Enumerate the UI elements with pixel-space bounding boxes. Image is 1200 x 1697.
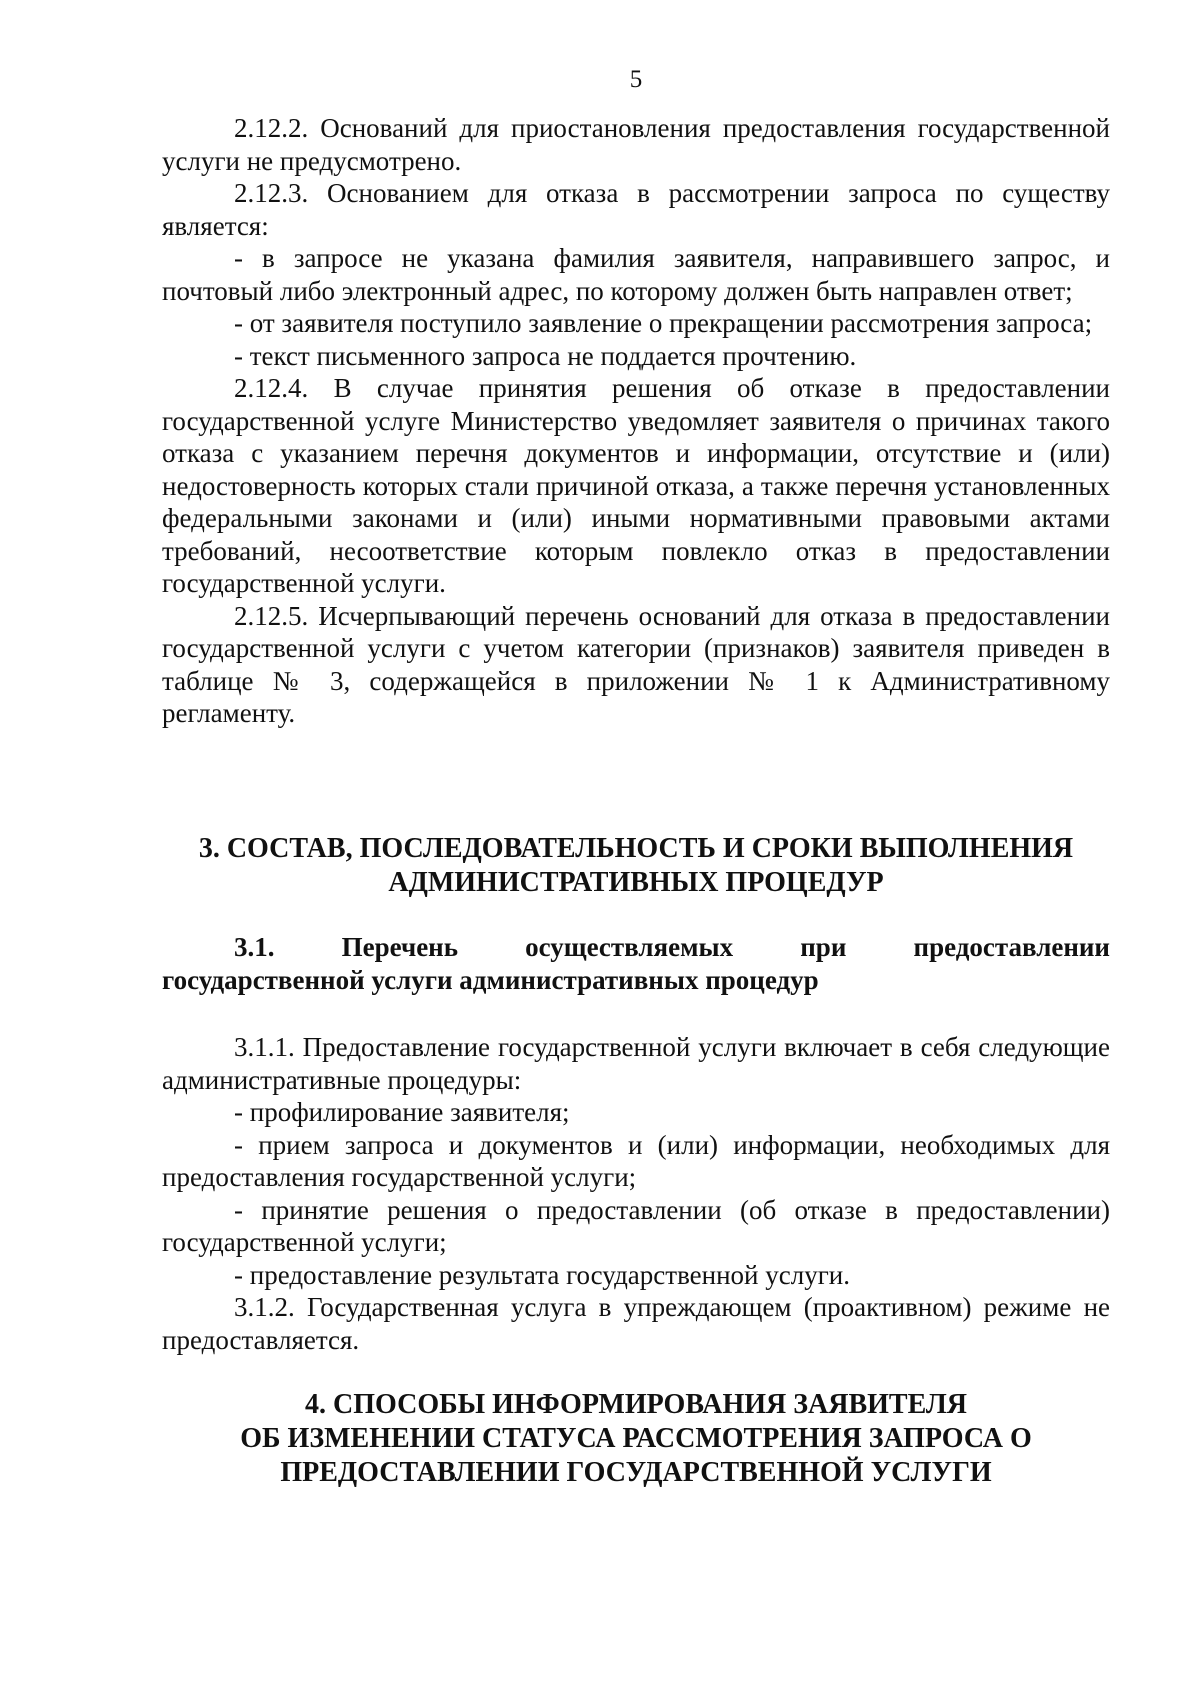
list-item-reception: - прием запроса и документов и (или) информации, необходимых для предоставления государственной услуги;: [162, 1129, 1110, 1192]
list-item-unreadable: - текст письменного запроса не поддается прочтению.: [234, 340, 857, 371]
list-item-profiling: - профилирование заявителя;: [234, 1097, 570, 1127]
section-4-heading-line-1: 4. СПОСОБЫ ИНФОРМИРОВАНИЯ ЗАЯВИТЕЛЯ: [304, 1389, 967, 1420]
section-3-1-body: [162, 1031, 1110, 1356]
section-3-heading: [162, 832, 1110, 900]
page-number: 5: [629, 66, 643, 93]
list-item-no-surname: - в запросе не указана фамилия заявителя, направившего запрос, и почтовый либо электронный адрес, по которому должен быть направлен ответ;: [162, 243, 1110, 306]
section-3-heading-line-1: 3. СОСТАВ, ПОСЛЕДОВАТЕЛЬНОСТЬ И СРОКИ ВЫПОЛНЕНИЯ: [198, 833, 1074, 864]
section-2-12-body: [162, 112, 1110, 730]
section-3-heading-line-2: АДМИНИСТРАТИВНЫХ ПРОЦЕДУР: [388, 867, 884, 898]
paragraph-3-1-1: 3.1.1. Предоставление государственной услуги включает в себя следующие административные процедуры:: [162, 1032, 1110, 1095]
subsection-3-1-heading: [162, 931, 1110, 996]
list-item-decision: - принятие решения о предоставлении (об отказе в предоставлении) государственной услуги;: [162, 1194, 1110, 1257]
subsection-3-1-heading-line-1: 3.1. Перечень осуществляемых при предоставлении: [234, 932, 1110, 962]
paragraph-2-12-2: 2.12.2. Оснований для приостановления предоставления государственной услуги не предусмотрено.: [162, 113, 1110, 176]
list-item-result: - предоставление результата государственной услуги.: [234, 1259, 850, 1290]
list-item-withdrawal: - от заявителя поступило заявление о прекращении рассмотрения запроса;: [234, 308, 1093, 338]
paragraph-3-1-2: 3.1.2. Государственная услуга в упреждающем (проактивном) режиме не предоставляется.: [162, 1292, 1110, 1355]
section-4-heading: [162, 1388, 1110, 1490]
subsection-3-1-heading-line-2: государственной услуги административных процедур: [162, 964, 819, 995]
section-4-heading-line-3: ПРЕДОСТАВЛЕНИИ ГОСУДАРСТВЕННОЙ УСЛУГИ: [280, 1457, 992, 1488]
section-4-heading-line-2: ОБ ИЗМЕНЕНИИ СТАТУСА РАССМОТРЕНИЯ ЗАПРОСА О: [240, 1423, 1032, 1454]
paragraph-2-12-3: 2.12.3. Основанием для отказа в рассмотрении запроса по существу является:: [162, 178, 1110, 241]
paragraph-2-12-4: 2.12.4. В случае принятия решения об отказе в предоставлении государственной услуге Министерство уведомляет заявителя о причинах такого отказа с указанием перечня документов и информации, отсутствие и (или) недостоверность которых стали причиной отказа, а также перечня установленных федеральными законами и (или) иными нормативными правовыми актами требований, несоответствие которым повлекло отказ в предоставлении государственной услуги.: [162, 373, 1110, 598]
paragraph-2-12-5: 2.12.5. Исчерпывающий перечень оснований для отказа в предоставлении государственной услуги с учетом категории (признаков) заявителя приведен в таблице № 3, содержащейся в приложении № 1 к Административному регламенту.: [162, 600, 1110, 728]
